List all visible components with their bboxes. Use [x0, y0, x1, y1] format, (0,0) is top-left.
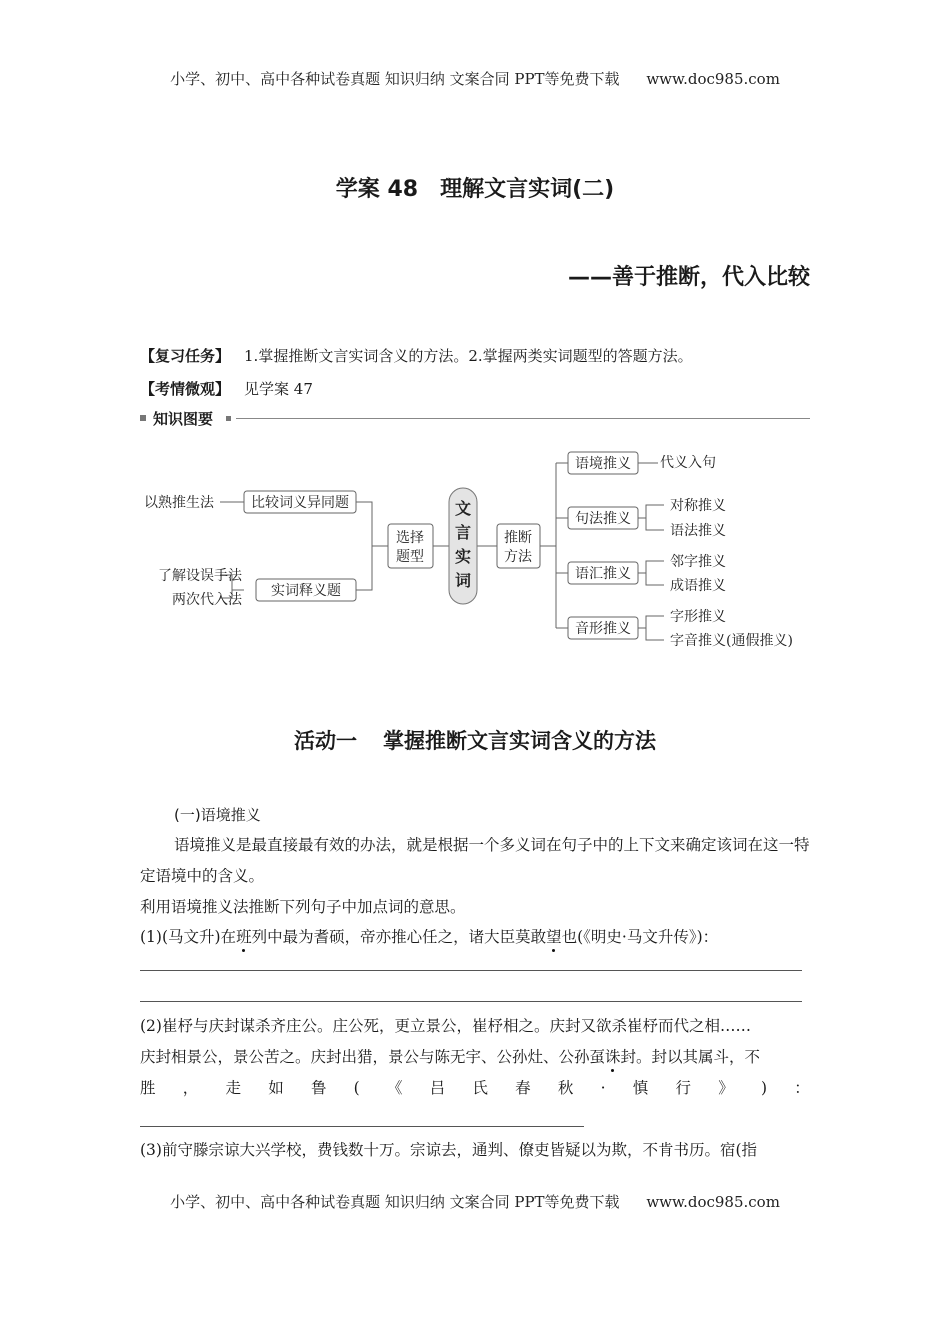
footer-url[interactable]: www.doc985.com: [646, 1193, 780, 1211]
knowledge-heading: [140, 408, 810, 428]
method-familiar: 以熟推生法: [144, 495, 214, 511]
node-r1-label: 语境推义: [575, 456, 631, 472]
q1-text-2: 列中最为耆硕，帝亦推心任之，诸大臣莫敢: [251, 928, 547, 946]
q2-char: 吕: [429, 1079, 446, 1097]
q2-char: ·: [600, 1079, 606, 1097]
q1-text-1: (1)(马文升)在: [140, 928, 237, 946]
q1-text-4: 》)：: [688, 928, 719, 946]
q2-text-1: 庆封相景公，景公苦之。庆封出猎，景公与陈无宇、公孙灶、公孙虿: [140, 1048, 606, 1066]
review-task: [140, 345, 693, 366]
center-char-1: 文: [454, 499, 472, 518]
instruction-line: 利用语境推义法推断下列句子中加点词的意思。: [140, 898, 466, 916]
question-2: [140, 1011, 810, 1104]
review-text: 1.掌握推断文言实词含义的方法。2.掌握两类实词题型的答题方法。: [244, 347, 693, 365]
activity-title: 掌握推断文言实词含义的方法: [383, 729, 656, 753]
q2-char: 》: [718, 1079, 734, 1097]
review-label: 【复习任务】: [140, 347, 231, 365]
answer-line-3[interactable]: [140, 1126, 584, 1127]
node-infer-label-2: 方法: [504, 549, 532, 565]
page-footer: [0, 1191, 950, 1212]
q2-char: 胜: [140, 1079, 156, 1097]
q2-char: 秋: [557, 1079, 574, 1097]
bullet-square-small: [226, 416, 231, 421]
node-r2-label: 句法推义: [575, 511, 631, 527]
method-mislead: 了解设误手法: [158, 568, 242, 584]
footer-text: 小学、初中、高中各种试卷真题 知识归纳 文案合同 PPT等免费下载: [170, 1193, 620, 1211]
activity-heading: [0, 725, 950, 755]
q2-char: 慎: [632, 1079, 649, 1097]
q2-char: ：: [794, 1079, 810, 1097]
method-substitute: 两次代入法: [172, 592, 242, 608]
node-r4-label: 音形推义: [575, 621, 631, 637]
r3-item-2: 成语推义: [670, 578, 726, 594]
exam-label: 【考情微观】: [140, 380, 231, 398]
header-text: 小学、初中、高中各种试卷真题 知识归纳 文案合同 PPT等免费下载: [170, 70, 620, 88]
page-title: [0, 172, 950, 203]
q1-dotted-word-wang: 望: [546, 928, 562, 946]
r4-item-2: 字音推义(通假推义): [670, 633, 793, 649]
q2-char: 如: [268, 1079, 284, 1097]
intro-paragraph: 语境推义是最直接最有效的办法，就是根据一个多义词在句子中的上下文来确定该词在这一特定语境中的含义。: [140, 836, 810, 885]
r3-item-1: 邻字推义: [670, 554, 726, 570]
q1-dotted-word-ban: 班: [236, 928, 252, 946]
r1-item-1: 代义入句: [660, 455, 716, 471]
q2-text-2: 封。封以其属斗，不: [620, 1048, 761, 1066]
node-choice-label-1: 选择: [396, 530, 424, 546]
header-url[interactable]: www.doc985.com: [646, 70, 780, 88]
node-infer-label-1: 推断: [504, 530, 532, 546]
node-explain-label: 实词释义题: [271, 583, 341, 599]
q2-char: 鲁: [310, 1079, 327, 1097]
q2-line-1: (2)崔杼与庆封谋杀齐庄公。庄公死，更立景公，崔杼相之。庆封又欲杀崔杼而代之相……: [140, 1017, 751, 1035]
node-compare-label: 比较词义异同题: [251, 495, 349, 511]
section-subheading: (一)语境推义: [174, 806, 261, 824]
q2-char: ): [760, 1079, 768, 1097]
bullet-square: [140, 415, 146, 421]
q1-text-3: 也(《明史·: [561, 928, 627, 946]
exam-info: [140, 378, 313, 399]
node-r3-label: 语汇推义: [575, 566, 631, 582]
q2-dotted-word-zhu: 诛: [605, 1048, 621, 1066]
q2-char: 行: [675, 1079, 692, 1097]
question-1: [140, 922, 810, 953]
page-header: [0, 68, 950, 89]
q2-char: 氏: [472, 1079, 488, 1097]
knowledge-mindmap: [140, 440, 820, 660]
r4-item-1: 字形推义: [670, 609, 726, 625]
center-char-3: 实: [454, 547, 472, 566]
q1-source-title: 马文升传: [626, 928, 689, 946]
title-name: 理解文言实词(二): [440, 177, 615, 202]
title-number: 学案 48: [335, 177, 419, 202]
q2-char: 走: [225, 1079, 241, 1097]
center-char-2: 言: [454, 523, 472, 542]
q2-char: 春: [515, 1079, 531, 1097]
node-choice-label-2: 题型: [396, 549, 424, 565]
exam-text: 见学案 47: [244, 380, 313, 398]
answer-line-2[interactable]: [140, 1001, 802, 1002]
answer-line-1[interactable]: [140, 970, 802, 971]
heading-rule: [236, 418, 810, 419]
r2-item-1: 对称推义: [670, 498, 726, 514]
center-char-4: 词: [454, 571, 472, 590]
r2-item-2: 语法推义: [670, 523, 726, 539]
question-3: (3)前守滕宗谅大兴学校，费钱数十万。宗谅去，通判、僚吏皆疑以为欺，不肯书历。宿(指: [140, 1141, 758, 1159]
q2-char: 《: [386, 1079, 403, 1097]
activity-number: 活动一: [294, 729, 357, 753]
q2-line-3: [140, 1073, 810, 1104]
page-subtitle: ——善于推断，代入比较: [567, 265, 810, 290]
knowledge-heading-text: 知识图要: [153, 410, 214, 428]
q2-line-2: [140, 1042, 810, 1073]
q2-char: ，: [182, 1079, 199, 1097]
q2-char: (: [353, 1079, 360, 1097]
